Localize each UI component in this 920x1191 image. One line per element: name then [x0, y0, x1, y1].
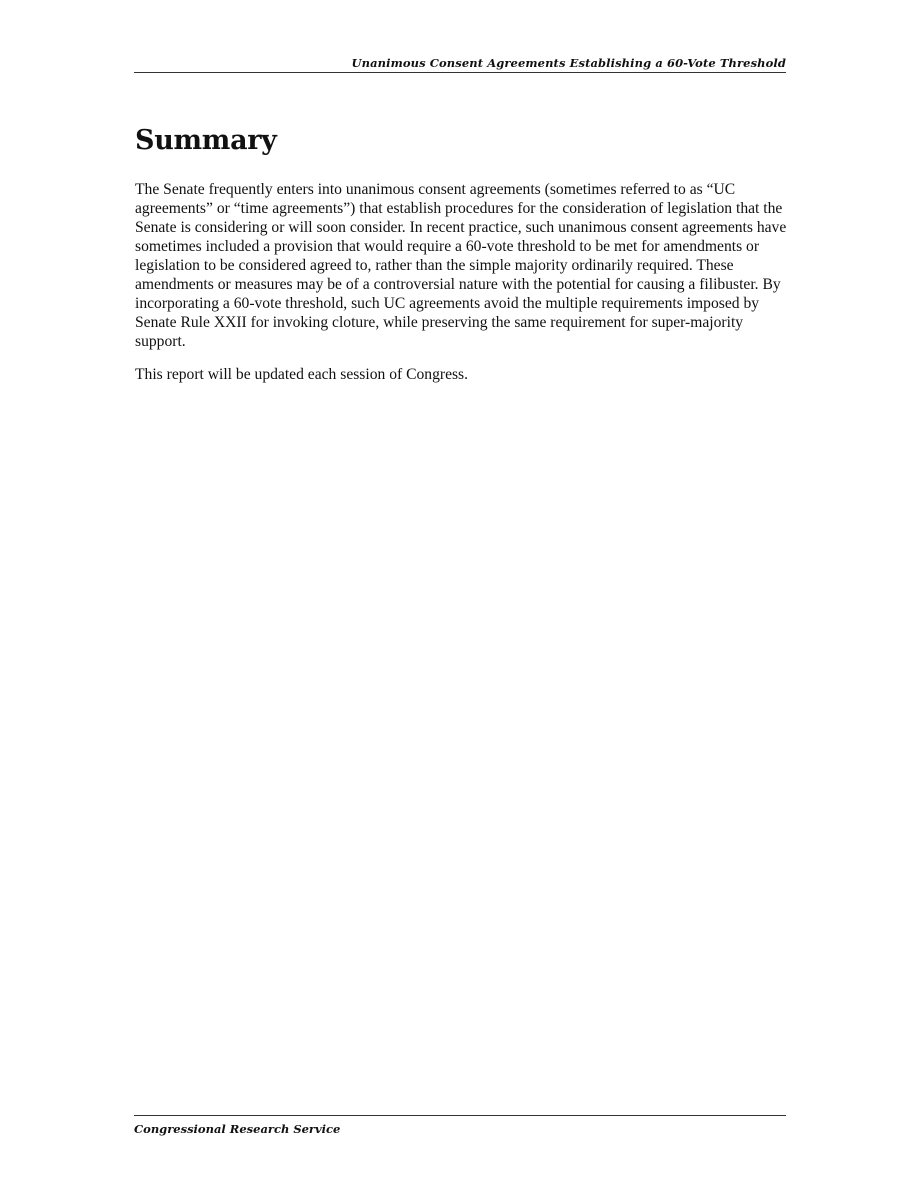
footer-organization: Congressional Research Service: [134, 1122, 341, 1136]
update-note-paragraph: This report will be updated each session of Congress.: [135, 366, 469, 383]
running-header-title: Unanimous Consent Agreements Establishing a 60-Vote Threshold: [351, 56, 786, 70]
running-header: [134, 54, 786, 73]
summary-section: [135, 124, 787, 384]
section-title: Summary: [135, 125, 277, 156]
running-footer: [134, 1115, 786, 1138]
summary-paragraph: The Senate frequently enters into unanimous consent agreements (sometimes referred to as “UC agreements” or “time agreements”) that establish procedures for the consideration of legislation that the Senate is considering or will soon consider. In recent practice, such unanimous consent agreements have sometimes included a provision that would require a 60-vote threshold to be met for amendments or legislation to be considered agreed to, rather than the simple majority ordinarily required. These amendments or measures may be of a controversial nature with the potential for causing a filibuster. By incorporating a 60-vote threshold, such UC agreements avoid the multiple requirements imposed by Senate Rule XXII for invoking cloture, while preserving the same requirement for super-majority support.: [135, 181, 787, 350]
